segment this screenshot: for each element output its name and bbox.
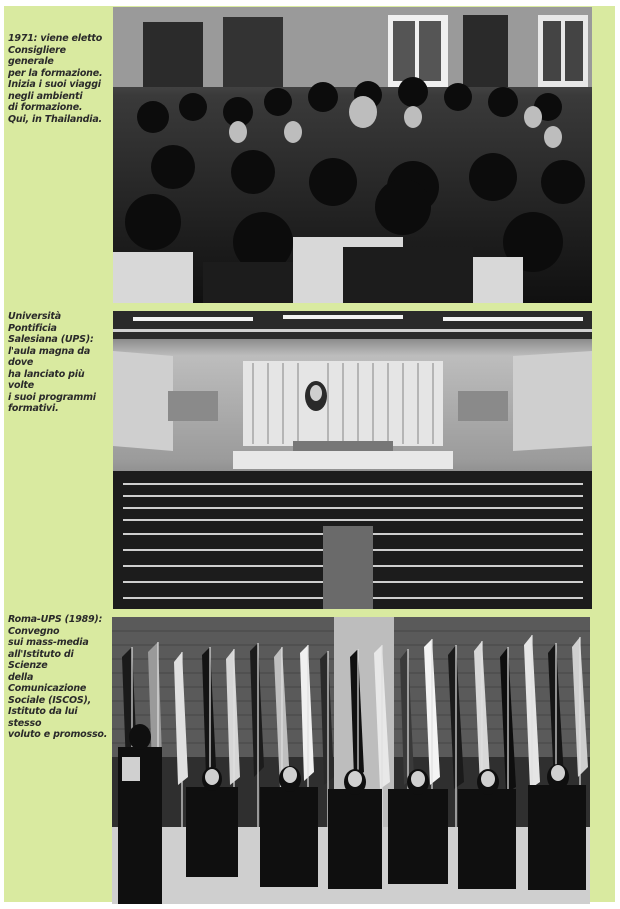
photo-convegno-flags <box>112 617 590 904</box>
photo-crowd-thailand <box>113 7 592 303</box>
caption-iscos-convegno: Roma-UPS (1989): Convegno sui mass-media all'Istituto di Scienze della Comunicazione Sociale (ISCOS), Istituto da lui stesso voluto e promosso. <box>8 614 108 740</box>
photo-aula-magna <box>113 311 592 609</box>
caption-ups-aula-magna: Università Pontificia Salesiana (UPS): l'aula magna da dove ha lanciato più volte i suoi programmi formativi. <box>8 311 96 414</box>
caption-thailand: 1971: viene eletto Consigliere generale per la formazione. Inizia i suoi viaggi negli ambienti di formazione. Qui, in Thailandia. <box>8 33 103 125</box>
